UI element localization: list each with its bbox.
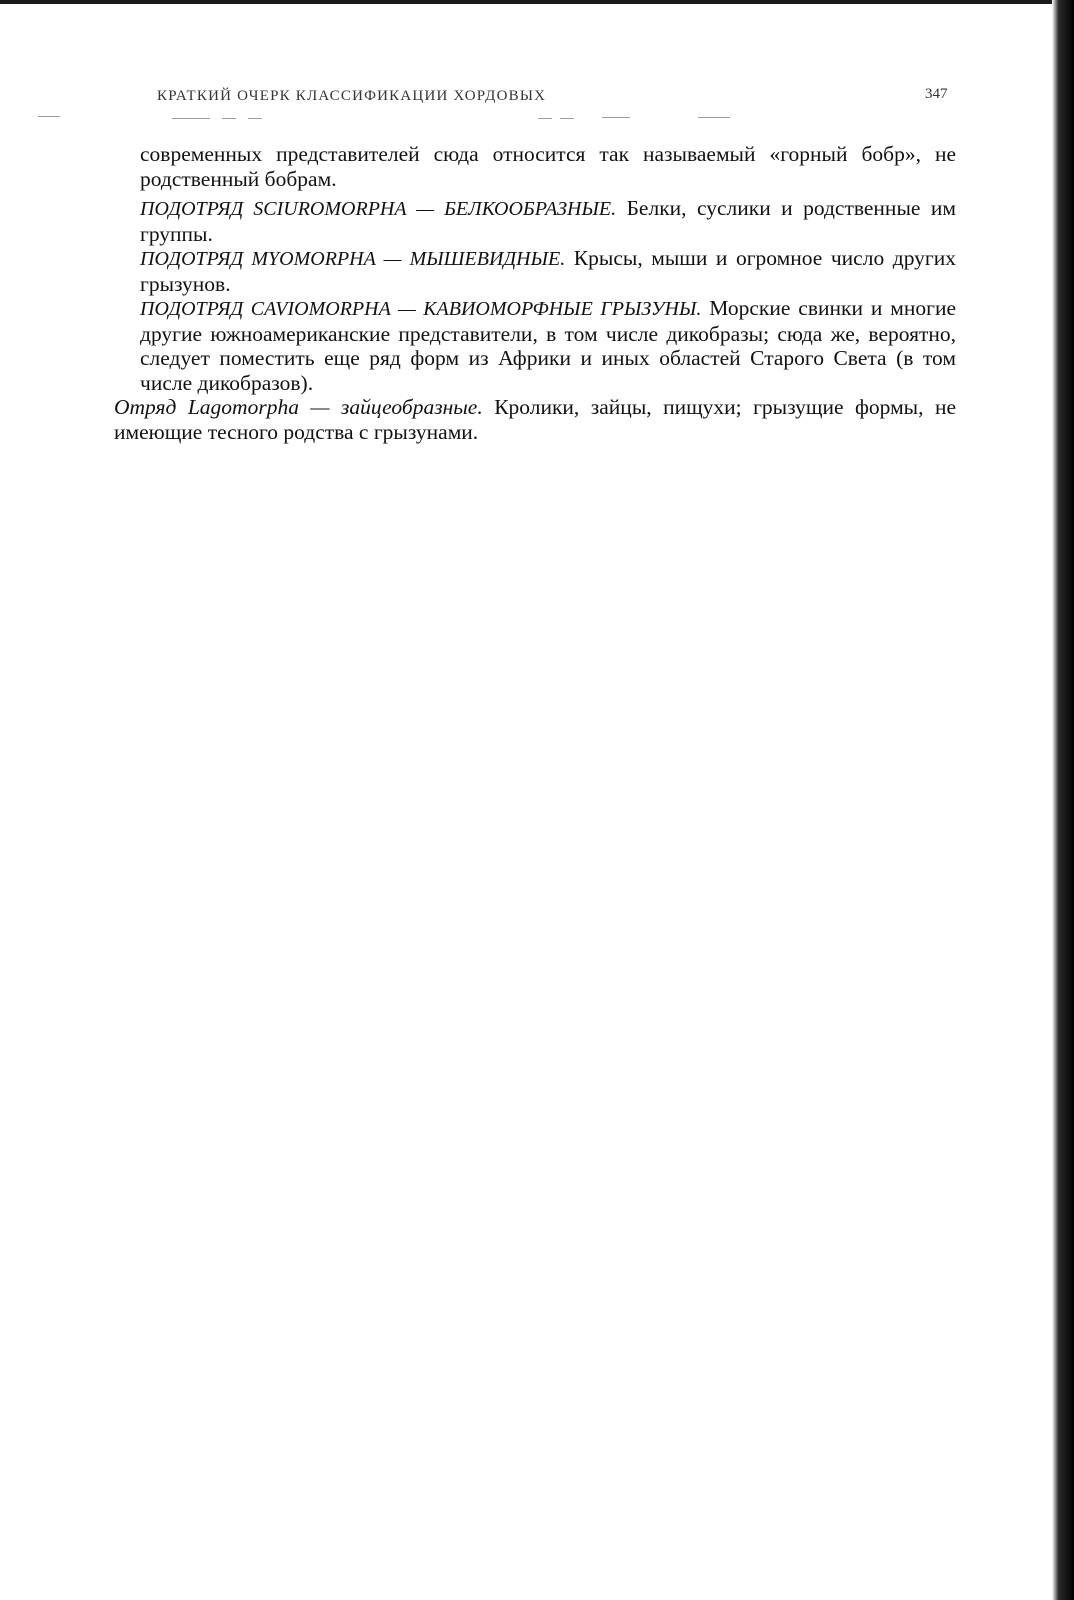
order-heading: Отряд Lagomorpha — зайцеобразные. [114, 395, 483, 419]
paragraph-caviomorpha [114, 296, 956, 395]
header-rule-3 [222, 118, 236, 119]
paragraph-lagomorpha [114, 395, 956, 444]
paragraph-sciuromorpha [114, 196, 956, 246]
header-rule-6 [560, 118, 574, 119]
header-rule-2 [172, 118, 210, 119]
header-rule-7 [602, 117, 630, 118]
paragraph-text: современных представителей сюда относится так называемый «горный бобр», не родственный бобрам. [140, 142, 956, 191]
running-head: КРАТКИЙ ОЧЕРК КЛАССИФИКАЦИИ ХОРДОВЫХ [157, 88, 547, 104]
suborder-heading: ПОДОТРЯД MYOMORPHA — МЫШЕВИДНЫЕ. [140, 248, 566, 270]
page-number: 347 [925, 86, 948, 102]
header-rule-1 [38, 116, 60, 117]
paragraph-text: Крысы, мыши и огромное число других грызунов. [140, 246, 956, 296]
header-rule-5 [538, 118, 552, 119]
paragraph-text: Белки, суслики и родственные им группы. [140, 196, 956, 246]
paragraph-text: Кролики, зайцы, пищухи; грызущие формы, не имеющие тесного родства с грызунами. [114, 395, 956, 444]
scan-top-edge [0, 0, 1074, 4]
scan-right-edge [1052, 0, 1074, 1600]
suborder-heading: ПОДОТРЯД CAVIOMORPHA — КАВИОМОРФНЫЕ ГРЫЗУНЫ. [140, 298, 702, 320]
suborder-heading: ПОДОТРЯД SCIUROMORPHA — БЕЛКООБРАЗНЫЕ. [140, 198, 617, 220]
paragraph-text: Морские свинки и многие другие южноамериканские представители, в том числе дикобразы; сюда же, вероятно, следует поместить еще ряд форм из Африки и иных областей Старого Света (в том числе дикобразов). [140, 296, 956, 395]
paragraph-myomorpha [114, 246, 956, 296]
body-text [114, 142, 956, 444]
header-rule-8 [698, 117, 730, 118]
header-rule-4 [248, 118, 262, 119]
paragraph-continuation [114, 142, 956, 191]
